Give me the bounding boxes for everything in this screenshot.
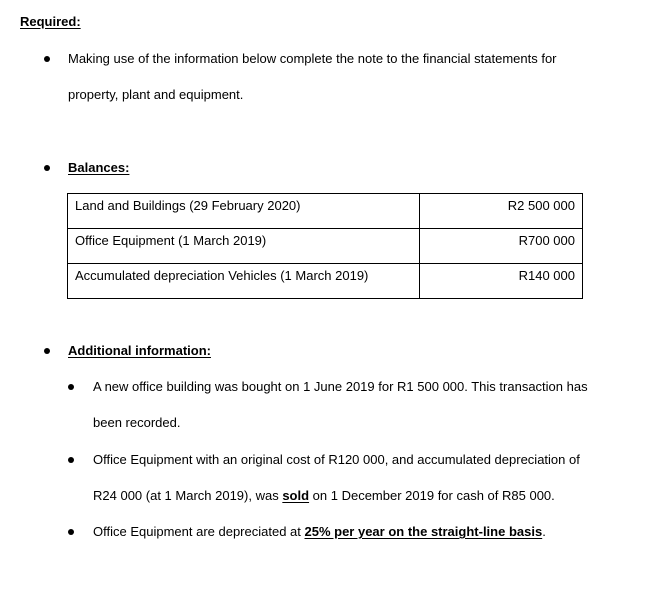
additional-item-2-line-1: Office Equipment with an original cost of R120 000, and accumulated depreciation of [93, 452, 580, 467]
item-2-text-pre: R24 000 (at 1 March 2019), was [93, 488, 283, 503]
intro-line-2: property, plant and equipment. [68, 87, 244, 102]
sub-bullet-icon [68, 529, 74, 535]
additional-item-1-line-2: been recorded. [93, 415, 181, 430]
balance-description: Land and Buildings (29 February 2020) [68, 194, 420, 229]
bullet-icon [44, 56, 50, 62]
additional-item-3 [93, 524, 546, 539]
sub-bullet-icon [68, 384, 74, 390]
balances-table [67, 193, 583, 299]
balance-amount: R140 000 [420, 264, 583, 299]
table-row [68, 264, 583, 299]
bullet-icon [44, 165, 50, 171]
required-heading: Required: [20, 14, 81, 29]
bullet-icon [44, 348, 50, 354]
sold-emphasis: sold [282, 488, 310, 503]
balance-description: Office Equipment (1 March 2019) [68, 229, 420, 264]
intro-line-1: Making use of the information below complete the note to the financial statements for [68, 51, 557, 66]
balance-description: Accumulated depreciation Vehicles (1 March 2019) [68, 264, 420, 299]
item-3-text-pre: Office Equipment are depreciated at [93, 524, 305, 539]
additional-item-2-line-2 [93, 488, 555, 503]
table-row [68, 229, 583, 264]
item-2-text-post: on 1 December 2019 for cash of R85 000. [309, 488, 555, 503]
depreciation-rate-emphasis: 25% per year on the straight-line basis [304, 524, 543, 539]
table-row [68, 194, 583, 229]
additional-item-1-line-1: A new office building was bought on 1 June 2019 for R1 500 000. This transaction has [93, 379, 588, 394]
sub-bullet-icon [68, 457, 74, 463]
balance-amount: R700 000 [420, 229, 583, 264]
balances-heading: Balances: [68, 160, 130, 175]
balance-amount: R2 500 000 [420, 194, 583, 229]
additional-heading: Additional information: [68, 343, 211, 358]
item-3-text-post: . [542, 524, 546, 539]
